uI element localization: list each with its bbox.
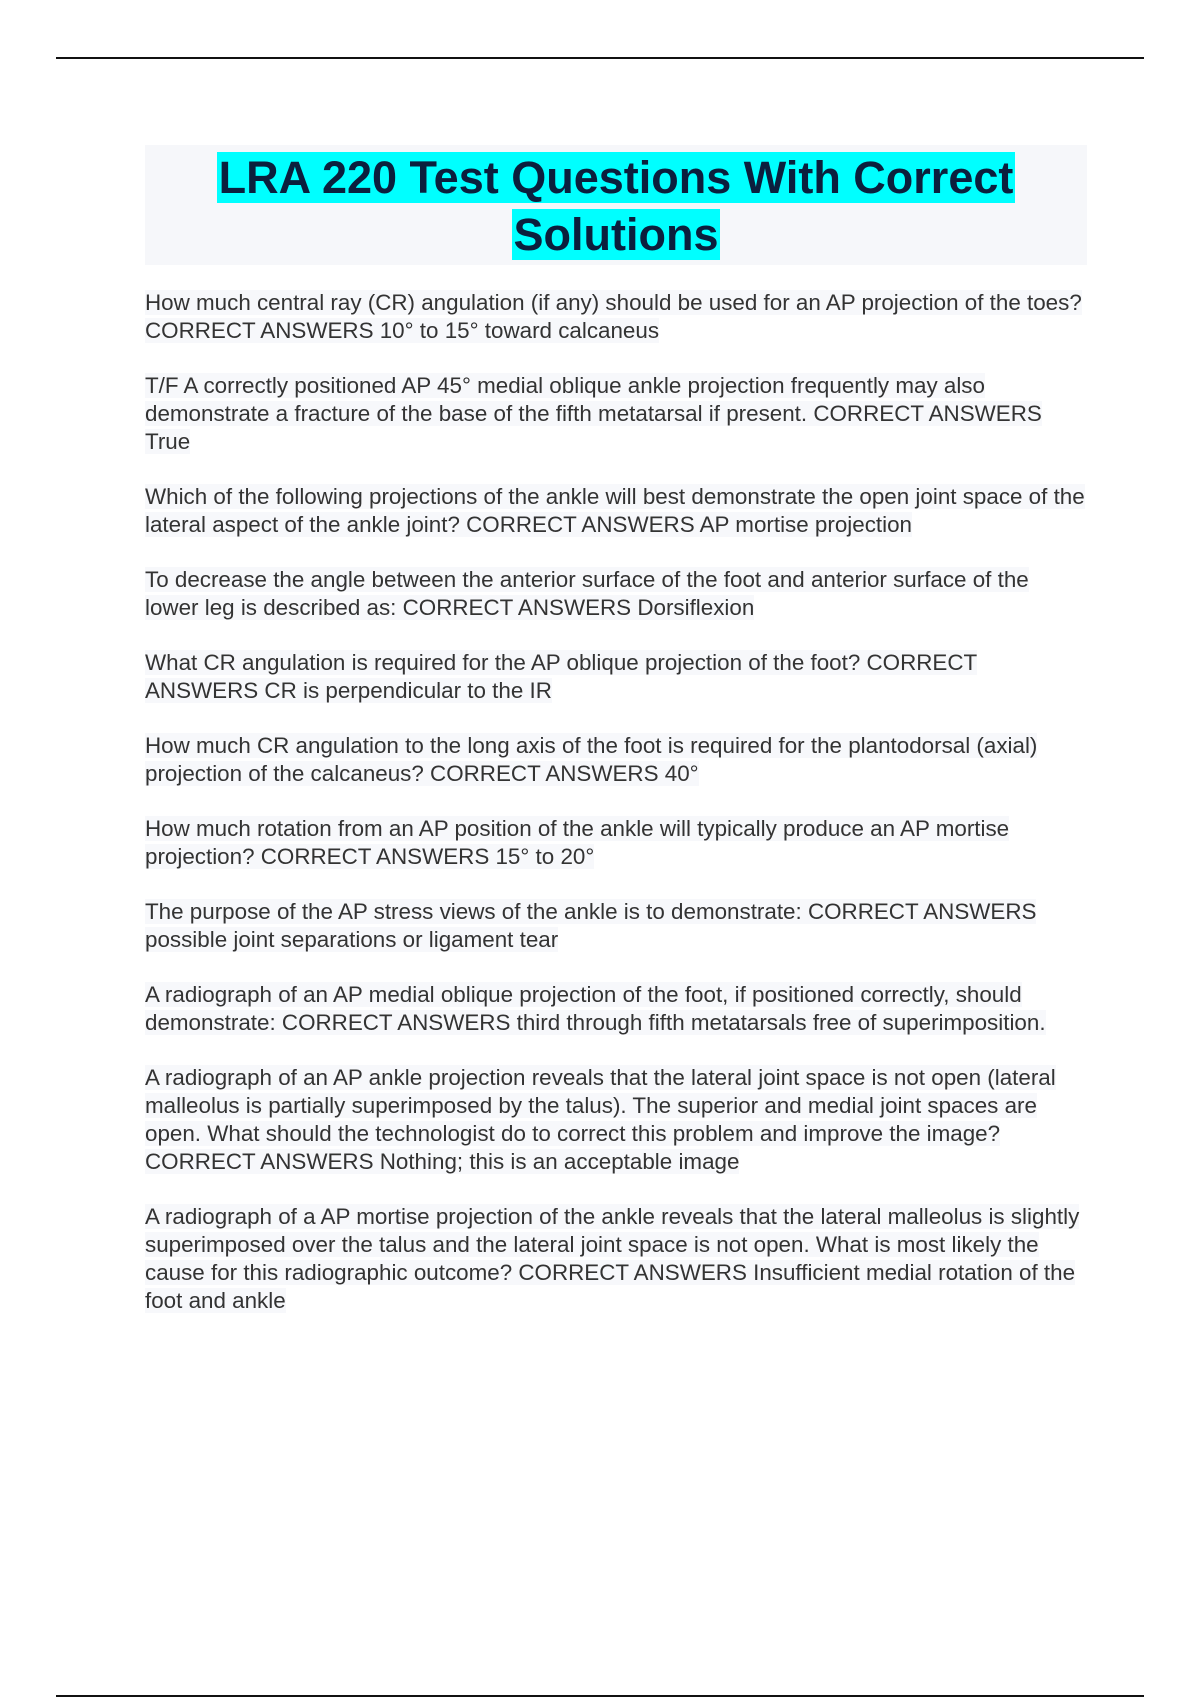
qa-item <box>145 1203 1087 1315</box>
page-top-rule <box>56 57 1144 59</box>
qa-item-text: The purpose of the AP stress views of the ankle is to demonstrate: CORRECT ANSWERS possible joint separations or ligament tear <box>145 899 1037 952</box>
qa-item-text: T/F A correctly positioned AP 45° medial oblique ankle projection frequently may also demonstrate a fracture of the base of the fifth metatarsal if present. CORRECT ANSWERS True <box>145 373 1042 454</box>
qa-item-text: How much central ray (CR) angulation (if any) should be used for an AP projection of the toes? CORRECT ANSWERS 10° to 15° toward calcaneus <box>145 290 1082 343</box>
qa-item-text: How much CR angulation to the long axis of the foot is required for the plantodorsal (axial) projection of the calcaneus? CORRECT ANSWERS 40° <box>145 733 1038 786</box>
qa-item-text: A radiograph of an AP medial oblique projection of the foot, if positioned correctly, should demonstrate: CORRECT ANSWERS third through fifth metatarsals free of superimposition. <box>145 982 1046 1035</box>
qa-item <box>145 483 1087 539</box>
page-bottom-rule <box>56 1695 1144 1697</box>
qa-item-text: A radiograph of an AP ankle projection reveals that the lateral joint space is not open (lateral malleolus is partially superimposed by the talus). The superior and medial joint spaces are open. What should the technologist do to correct this problem and improve the image? CORRECT ANSWERS Nothing; this is an acceptable image <box>145 1065 1056 1174</box>
qa-item <box>145 815 1087 871</box>
qa-item <box>145 732 1087 788</box>
qa-item <box>145 566 1087 622</box>
qa-item-text: How much rotation from an AP position of the ankle will typically produce an AP mortise projection? CORRECT ANSWERS 15° to 20° <box>145 816 1010 869</box>
document-title <box>145 145 1087 265</box>
document-content <box>145 145 1087 1342</box>
title-line-2: Solutions <box>513 209 719 260</box>
qa-item <box>145 289 1087 345</box>
qa-item <box>145 981 1087 1037</box>
qa-item-text: Which of the following projections of the ankle will best demonstrate the open joint space of the lateral aspect of the ankle joint? CORRECT ANSWERS AP mortise projection <box>145 484 1085 537</box>
title-line-1: LRA 220 Test Questions With Correct <box>218 152 1014 203</box>
qa-list <box>145 289 1087 1315</box>
qa-item <box>145 649 1087 705</box>
qa-item <box>145 372 1087 456</box>
qa-item-text: What CR angulation is required for the AP oblique projection of the foot? CORRECT ANSWERS CR is perpendicular to the IR <box>145 650 978 703</box>
qa-item-text: A radiograph of a AP mortise projection of the ankle reveals that the lateral malleolus is slightly superimposed over the talus and the lateral joint space is not open. What is most likely the cause for this radiographic outcome? CORRECT ANSWERS Insufficient medial rotation of the foot and ankle <box>145 1204 1080 1313</box>
qa-item <box>145 1064 1087 1176</box>
qa-item <box>145 898 1087 954</box>
qa-item-text: To decrease the angle between the anterior surface of the foot and anterior surface of the lower leg is described as: CORRECT ANSWERS Dorsiflexion <box>145 567 1029 620</box>
